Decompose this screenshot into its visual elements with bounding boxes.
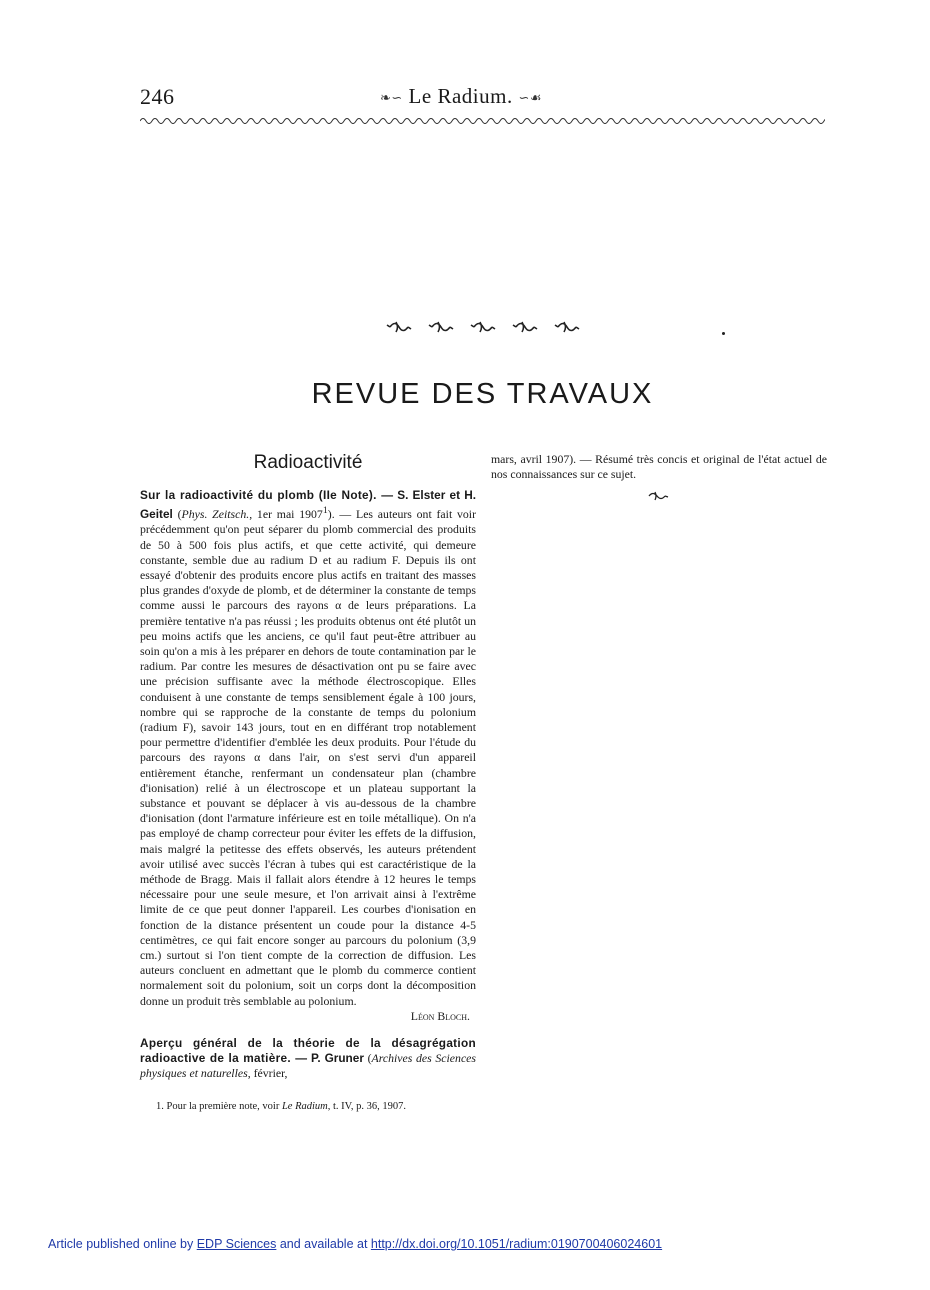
article-radioactivite-plomb: Sur la radioactivité du plomb (IIe Note). — S. Elster et H. Geitel (Phys. Zeitsch., 1er mai 1907$^1$). — Les auteurs ont fait voir précédemment qu'on peut séparer du plomb commercial des produits de 50 à 500 fois plus actifs, et que cette activité, qui demeure constante, semble due au radium D et au radium F. Depuis ils ont essayé d'obtenir des produits encore plus actifs en traitant des masses plus grandes d'oxyde de plomb, et de déterminer la constante de temps comme aussi le parcours des rayons α de leurs préparations. La première tentative n'a pas réussi ; les produits obtenus ont été plutôt un peu moins actifs que les anciens, ce qu'il faut peut-être attribuer au soin qu'on a mis à les préparer en dehors de toute contamination par le radium. Par contre les mesures de désactivation ont pu se faire avec une précision suffisante avec la méthode électroscopique. Elles conduisent à une constante de temps sensiblement égale à 100 jours, nombre qui se rapproche de la constante de temps du polonium (radium F), savoir 143 jours, tout en en différant trop notablement pour permettre d'identifier d'emblée les deux produits. Pour l'étude du parcours des rayons α dans l'air, on s'est servi d'un appareil entièrement étanche, renfermant un condensateur plan (chambre d'ionisation) relié à un électroscope et un plateau supportant la substance et pouvant se déplacer à vis au-dessous de la chambre d'ionisation (dont l'armature inférieure est en toile métallique). On n'a pas employé de champ correcteur pour éviter les effets de la diffusion, mais malgré la petitesse des effets observés, les auteurs prétendent avoir utilisé avec succès l'écran à tubes qui est caractéristique de la méthode de Bragg. Mais il fallait alors étendre à 12 heures le temps nécessaire pour une seule mesure, et l'on arrivait ainsi à l'extrême limite de ce que peut donner l'appareil. Les courbes d'ionisation en fonction de la distance présentent un coude pour la distance 4-5 centimètres, ce qui fait encore songer au parcours du polonium (3,9 cm.) surtout si l'on tient compte de la correction de diffusion. Les auteurs concluent en admettant que le plomb du commerce contient normalement soit du polonium, soit un corps dont la décomposition donne un produit très semblable au polonium. Léon Bloch. (140, 488, 477, 1023)
article-continuation: mars, avril 1907). — Résumé très concis et original de l'état actuel de nos connaissances sur ce sujet. (491, 452, 827, 482)
fleuron-icon (387, 322, 411, 332)
running-title-text: Le Radium. (408, 84, 513, 108)
article-body: ). — Les auteurs ont fait voir précédemment qu'on peut séparer du plomb commercial des produits de 50 à 500 fois plus actifs, et que cette activité, qui demeure constante, semble due au radium D et au radium F. Depuis ils ont essayé d'obtenir des produits encore plus actifs en traitant des masses plus grandes d'oxyde de plomb, et de déterminer la constante de temps comme aussi le parcours des rayons α de leurs préparations. La première tentative n'a pas réussi ; les produits obtenus ont été plutôt un peu moins actifs que les anciens, ce qu'il faut peut-être attribuer au soin qu'on a mis à les préparer en dehors de toute contamination par le radium. Par contre les mesures de désactivation ont pu se faire avec une précision suffisante avec la méthode électroscopique. Elles conduisent à une constante de temps sensiblement égale à 100 jours, nombre qui se rapproche de la constante de temps du polonium (radium F), savoir 143 jours, tout en en différant trop notablement pour permettre d'identifier d'emblée les deux produits. Pour l'étude du parcours des rayons α dans l'air, on s'est servi d'un appareil entièrement étanche, renfermant un condensateur plan (chambre d'ionisation) relié à un électroscope et un plateau supportant la substance et pouvant se déplacer à vis au-dessous de la chambre d'ionisation (dont l'armature inférieure est en toile métallique). On n'a pas employé de champ correcteur pour éviter les effets de la diffusion, mais malgré la petitesse des effets observés, les auteurs prétendent avoir utilisé avec succès l'écran à tubes qui est caractéristique de la méthode de Bragg. Mais il fallait alors étendre à 12 heures le temps nécessaire pour une seule mesure, et l'on arrivait ainsi à l'extrême limite de ce que peut donner l'appareil. Les courbes d'ionisation en fonction de la distance présentent un coude pour la distance 4-5 centimètres, ce qui fait encore songer au parcours du polonium (3,9 cm.) surtout si l'on tient compte de la correction de diffusion. Les auteurs concluent en admettant que le plomb du commerce contient normalement soit du polonium, soit un corps dont la décomposition donne un produit très semblable au polonium. (140, 507, 476, 1008)
right-fleuron-icon: ∽☙ (518, 90, 542, 106)
article-title: Aperçu général de la théorie de la désagrégation radioactive de la matière. — (140, 1036, 476, 1066)
doi-link[interactable]: http://dx.doi.org/10.1051/radium:0190700406024601 (370, 1237, 663, 1251)
footnote-number: 1. (156, 1100, 164, 1112)
page-number: 246 (140, 84, 175, 109)
fleuron-icon (513, 322, 537, 332)
fleuron-icon (429, 322, 453, 332)
footnote-rest: , t. IV, p. 36, 1907. (327, 1100, 407, 1112)
ink-speck (722, 332, 725, 335)
subsection-title: Radioactivité (253, 452, 363, 473)
wavy-rule-divider (140, 114, 825, 128)
right-column (491, 452, 827, 502)
publication-middle: and available at (276, 1237, 371, 1251)
article-signature: Léon Bloch. (410, 1008, 470, 1023)
citation-date: , 1er mai 1907 (249, 507, 323, 522)
publication-prefix: Article published online by (48, 1237, 197, 1251)
publication-notice (48, 1237, 662, 1251)
fleuron-icon (555, 322, 579, 332)
citation-rest: , février, (247, 1066, 288, 1081)
citation-journal: Archives des Sciences physiques et naturelles (140, 1051, 477, 1081)
fleuron-ornament-row (384, 316, 584, 338)
article-author: P. Gruner (310, 1051, 364, 1066)
article-title: Sur la radioactivité du plomb (IIe Note). — (140, 488, 394, 502)
footnote (140, 1100, 476, 1114)
left-fleuron-icon: ❧∽ (380, 90, 403, 106)
publisher-link[interactable]: EDP Sciences (196, 1237, 277, 1251)
fleuron-icon (471, 322, 495, 332)
section-heading: REVUE DES TRAVAUX (311, 378, 654, 410)
running-title (380, 84, 542, 109)
fleuron-icon (647, 490, 671, 502)
footnote-ref: 1 (322, 505, 328, 517)
article-apercu-general: Aperçu général de la théorie de la désagrégation radioactive de la matière. — P. Gruner (Archives des Sciences physiques et naturelles, février, (140, 1036, 477, 1081)
footnote-journal: Le Radium (281, 1100, 328, 1112)
footnote-text: Pour la première note, voir (166, 1100, 282, 1112)
citation-journal: Phys. Zeitsch. (181, 507, 250, 522)
left-column (140, 452, 476, 1114)
article-authors: S. Elster et H. Geitel (140, 488, 477, 522)
